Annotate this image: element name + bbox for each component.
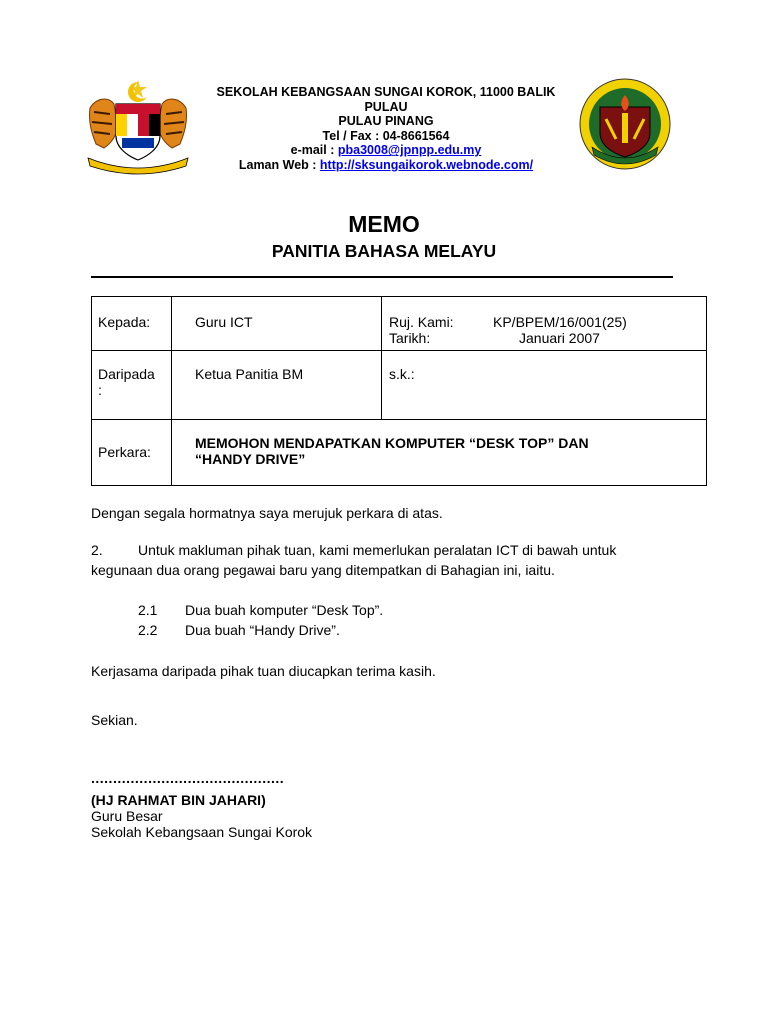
tel-fax: Tel / Fax : 04-8661564: [322, 128, 450, 143]
school-address-line1: SEKOLAH KEBANGSAAN SUNGAI KOROK, 11000 BALIK PULAU: [216, 85, 556, 114]
memo-subtitle: PANITIA BAHASA MELAYU: [271, 241, 497, 261]
ruj-label: Ruj. Kami:: [389, 314, 454, 330]
perkara-subject: [195, 435, 665, 467]
tarikh-value: Januari 2007: [519, 330, 600, 346]
paragraph-thanks: Kerjasama daripada pihak tuan diucapkan terima kasih.: [91, 663, 436, 679]
table-col-divider: [171, 419, 172, 486]
paragraph-2-number: 2.: [91, 542, 103, 558]
paragraph-2-line2: kegunaan dua orang pegawai baru yang ditempatkan di Bahagian ini, iaitu.: [91, 562, 555, 578]
list-item-text: Dua buah “Handy Drive”.: [185, 622, 340, 638]
paragraph-intro: Dengan segala hormatnya saya merujuk perkara di atas.: [91, 505, 443, 521]
email-label: e-mail :: [290, 143, 338, 158]
table-col-divider: [171, 296, 172, 420]
tarikh-label: Tarikh:: [389, 330, 431, 346]
header-divider: [91, 276, 673, 278]
perkara-line2: “HANDY DRIVE”: [195, 451, 306, 467]
website-label: Laman Web :: [238, 157, 320, 172]
paragraph-2-line1: Untuk makluman pihak tuan, kami memerlukan peralatan ICT di bawah untuk: [138, 542, 617, 558]
sk-label: s.k.:: [389, 366, 415, 382]
signatory-position: Guru Besar: [91, 808, 163, 824]
school-emblem-logo: [578, 77, 672, 171]
signatory-name: (HJ RAHMAT BIN JAHARI): [91, 792, 266, 808]
list-item-number: 2.1: [138, 602, 158, 618]
perkara-line1: MEMOHON MENDAPATKAN KOMPUTER “DESK TOP” DAN: [195, 435, 589, 451]
list-item-number: 2.2: [138, 622, 158, 638]
school-address-line2: PULAU PINANG: [338, 114, 434, 129]
signatory-school: Sekolah Kebangsaan Sungai Korok: [91, 824, 313, 840]
perkara-label: Perkara:: [98, 444, 151, 460]
website-line: [196, 158, 576, 173]
email-link[interactable]: pba3008@jpnpp.edu.my: [337, 143, 482, 158]
closing-sekian: Sekian.: [91, 712, 138, 728]
daripada-label: Daripada: [98, 366, 155, 382]
list-item-text: Dua buah komputer “Desk Top”.: [185, 602, 384, 618]
daripada-value: Ketua Panitia BM: [195, 366, 304, 382]
letterhead: [196, 85, 576, 173]
kepada-label: Kepada:: [98, 314, 151, 330]
daripada-colon: :: [98, 382, 102, 398]
kepada-value: Guru ICT: [195, 314, 253, 330]
table-row-divider: [91, 350, 707, 351]
signature-line: ............................................: [91, 770, 285, 786]
memo-title: MEMO: [348, 211, 420, 237]
email-line: [196, 143, 576, 158]
table-col-divider: [381, 296, 382, 420]
ruj-value: KP/BPEM/16/001(25): [493, 314, 627, 330]
malaysia-coat-of-arms-logo: [82, 78, 194, 178]
website-link[interactable]: http://sksungaikorok.webnode.com/: [319, 157, 534, 172]
table-row-divider: [91, 419, 707, 420]
